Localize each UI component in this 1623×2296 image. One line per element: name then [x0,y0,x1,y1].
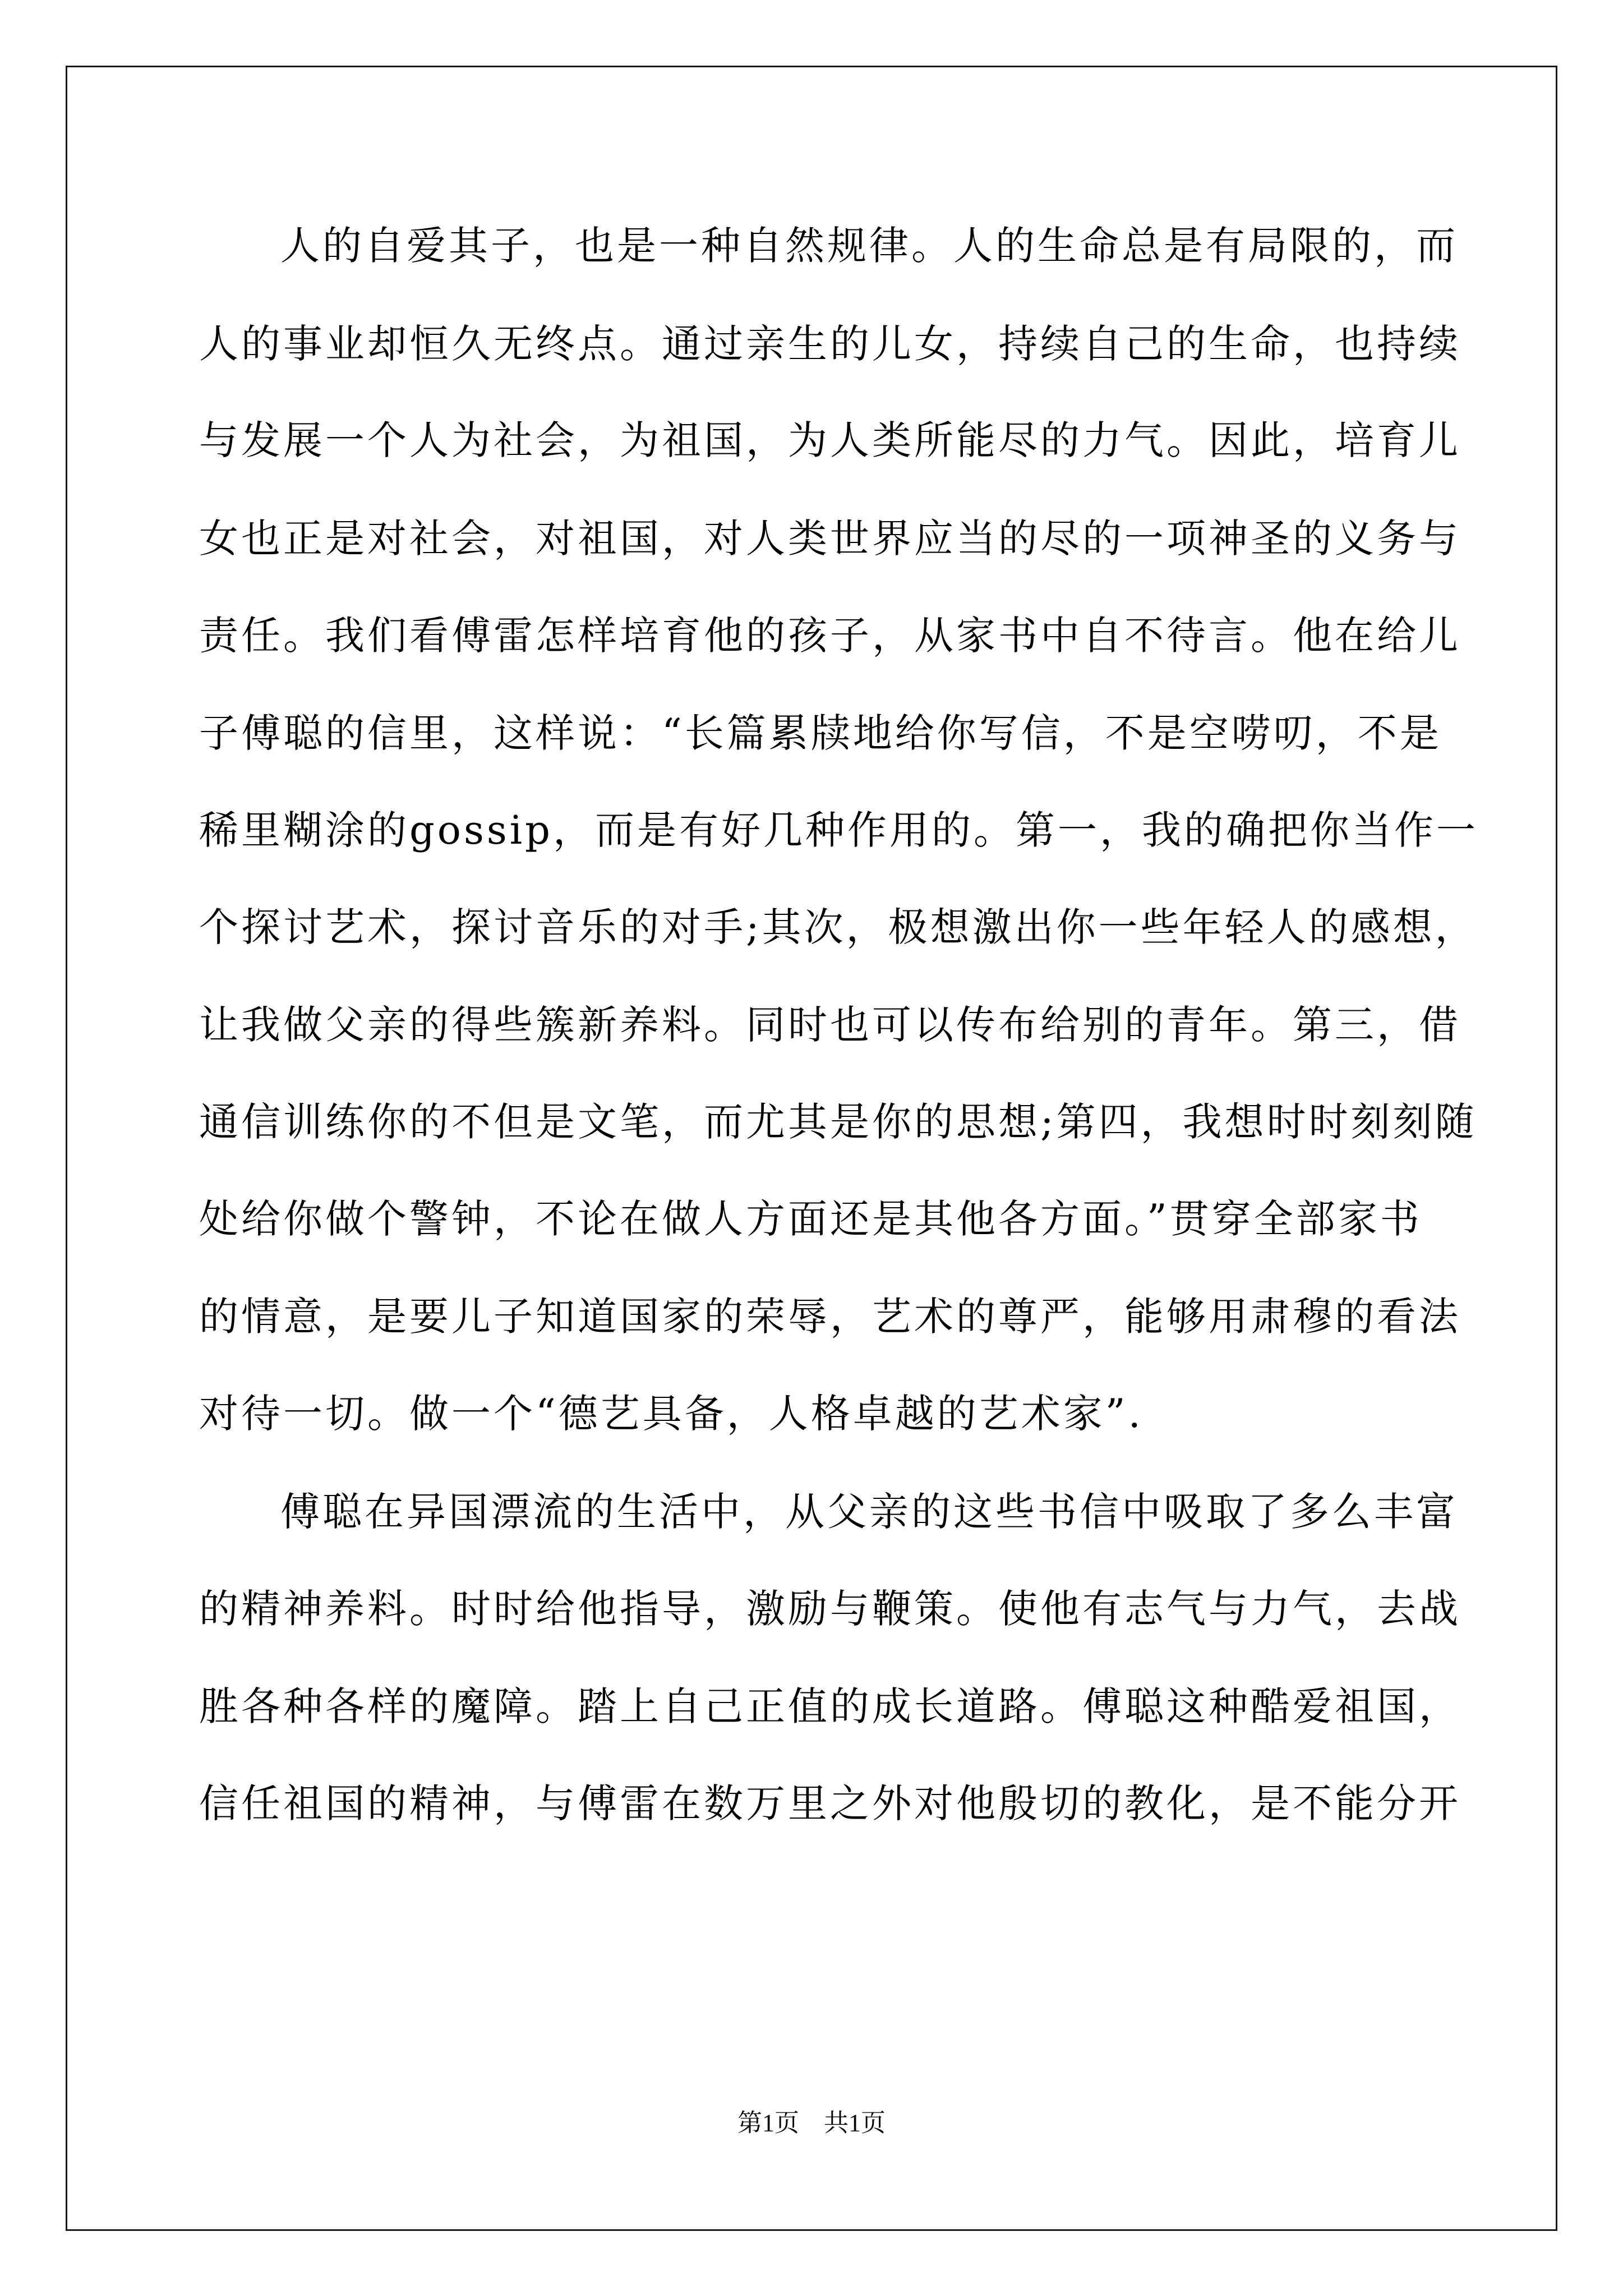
page-border [66,66,1557,2231]
paragraph-1-line-5: 责任。我们看傅雷怎样培育他的孩子，从家书中自不待言。他在给儿 [199,613,1461,659]
paragraph-1-line-6: 子傅聪的信里，这样说：“长篇累牍地给你写信，不是空唠叨，不是 [199,710,1442,756]
paragraph-1-line-7: 稀里糊涂的gossip，而是有好几种作用的。第一，我的确把你当作一 [199,807,1478,853]
paragraph-1-line-8: 个探讨艺术，探讨音乐的对手;其次，极想激出你一些年轻人的感想， [199,904,1477,950]
paragraph-2-line-4: 信任祖国的精神，与傅雷在数万里之外对他殷切的教化，是不能分开 [199,1780,1461,1826]
paragraph-2-line-1: 傅聪在异国漂流的生活中，从父亲的这些书信中吸取了多么丰富 [280,1489,1458,1535]
paragraph-1-line-9: 让我做父亲的得些簇新养料。同时也可以传布给别的青年。第三，借 [199,1002,1461,1048]
paragraph-1-line-1: 人的自爱其子，也是一种自然规律。人的生命总是有局限的，而 [280,223,1458,269]
page-number-footer: 第1页 共1页 [737,2109,886,2137]
paragraph-2-line-3: 胜各种各样的魔障。踏上自己正值的成长道路。傅聪这种酷爱祖国， [199,1683,1461,1729]
paragraph-1-line-13: 对待一切。做一个“德艺具备，人格卓越的艺术家”. [199,1391,1144,1437]
paragraph-1-line-12: 的情意，是要儿子知道国家的荣辱，艺术的尊严，能够用肃穆的看法 [199,1294,1461,1340]
paragraph-1-line-2: 人的事业却恒久无终点。通过亲生的儿女，持续自己的生命，也持续 [199,321,1461,367]
paragraph-2-line-2: 的精神养料。时时给他指导，激励与鞭策。使他有志气与力气，去战 [199,1586,1461,1632]
paragraph-1-line-3: 与发展一个人为社会，为祖国，为人类所能尽的力气。因此，培育儿 [199,417,1461,463]
paragraph-1-line-10: 通信训练你的不但是文笔，而尤其是你的思想;第四，我想时时刻刻随 [199,1099,1477,1145]
paragraph-1-line-11: 处给你做个警钟，不论在做人方面还是其他各方面。”贯穿全部家书 [199,1196,1422,1242]
paragraph-1-line-4: 女也正是对社会，对祖国，对人类世界应当的尽的一项神圣的义务与 [199,516,1461,562]
